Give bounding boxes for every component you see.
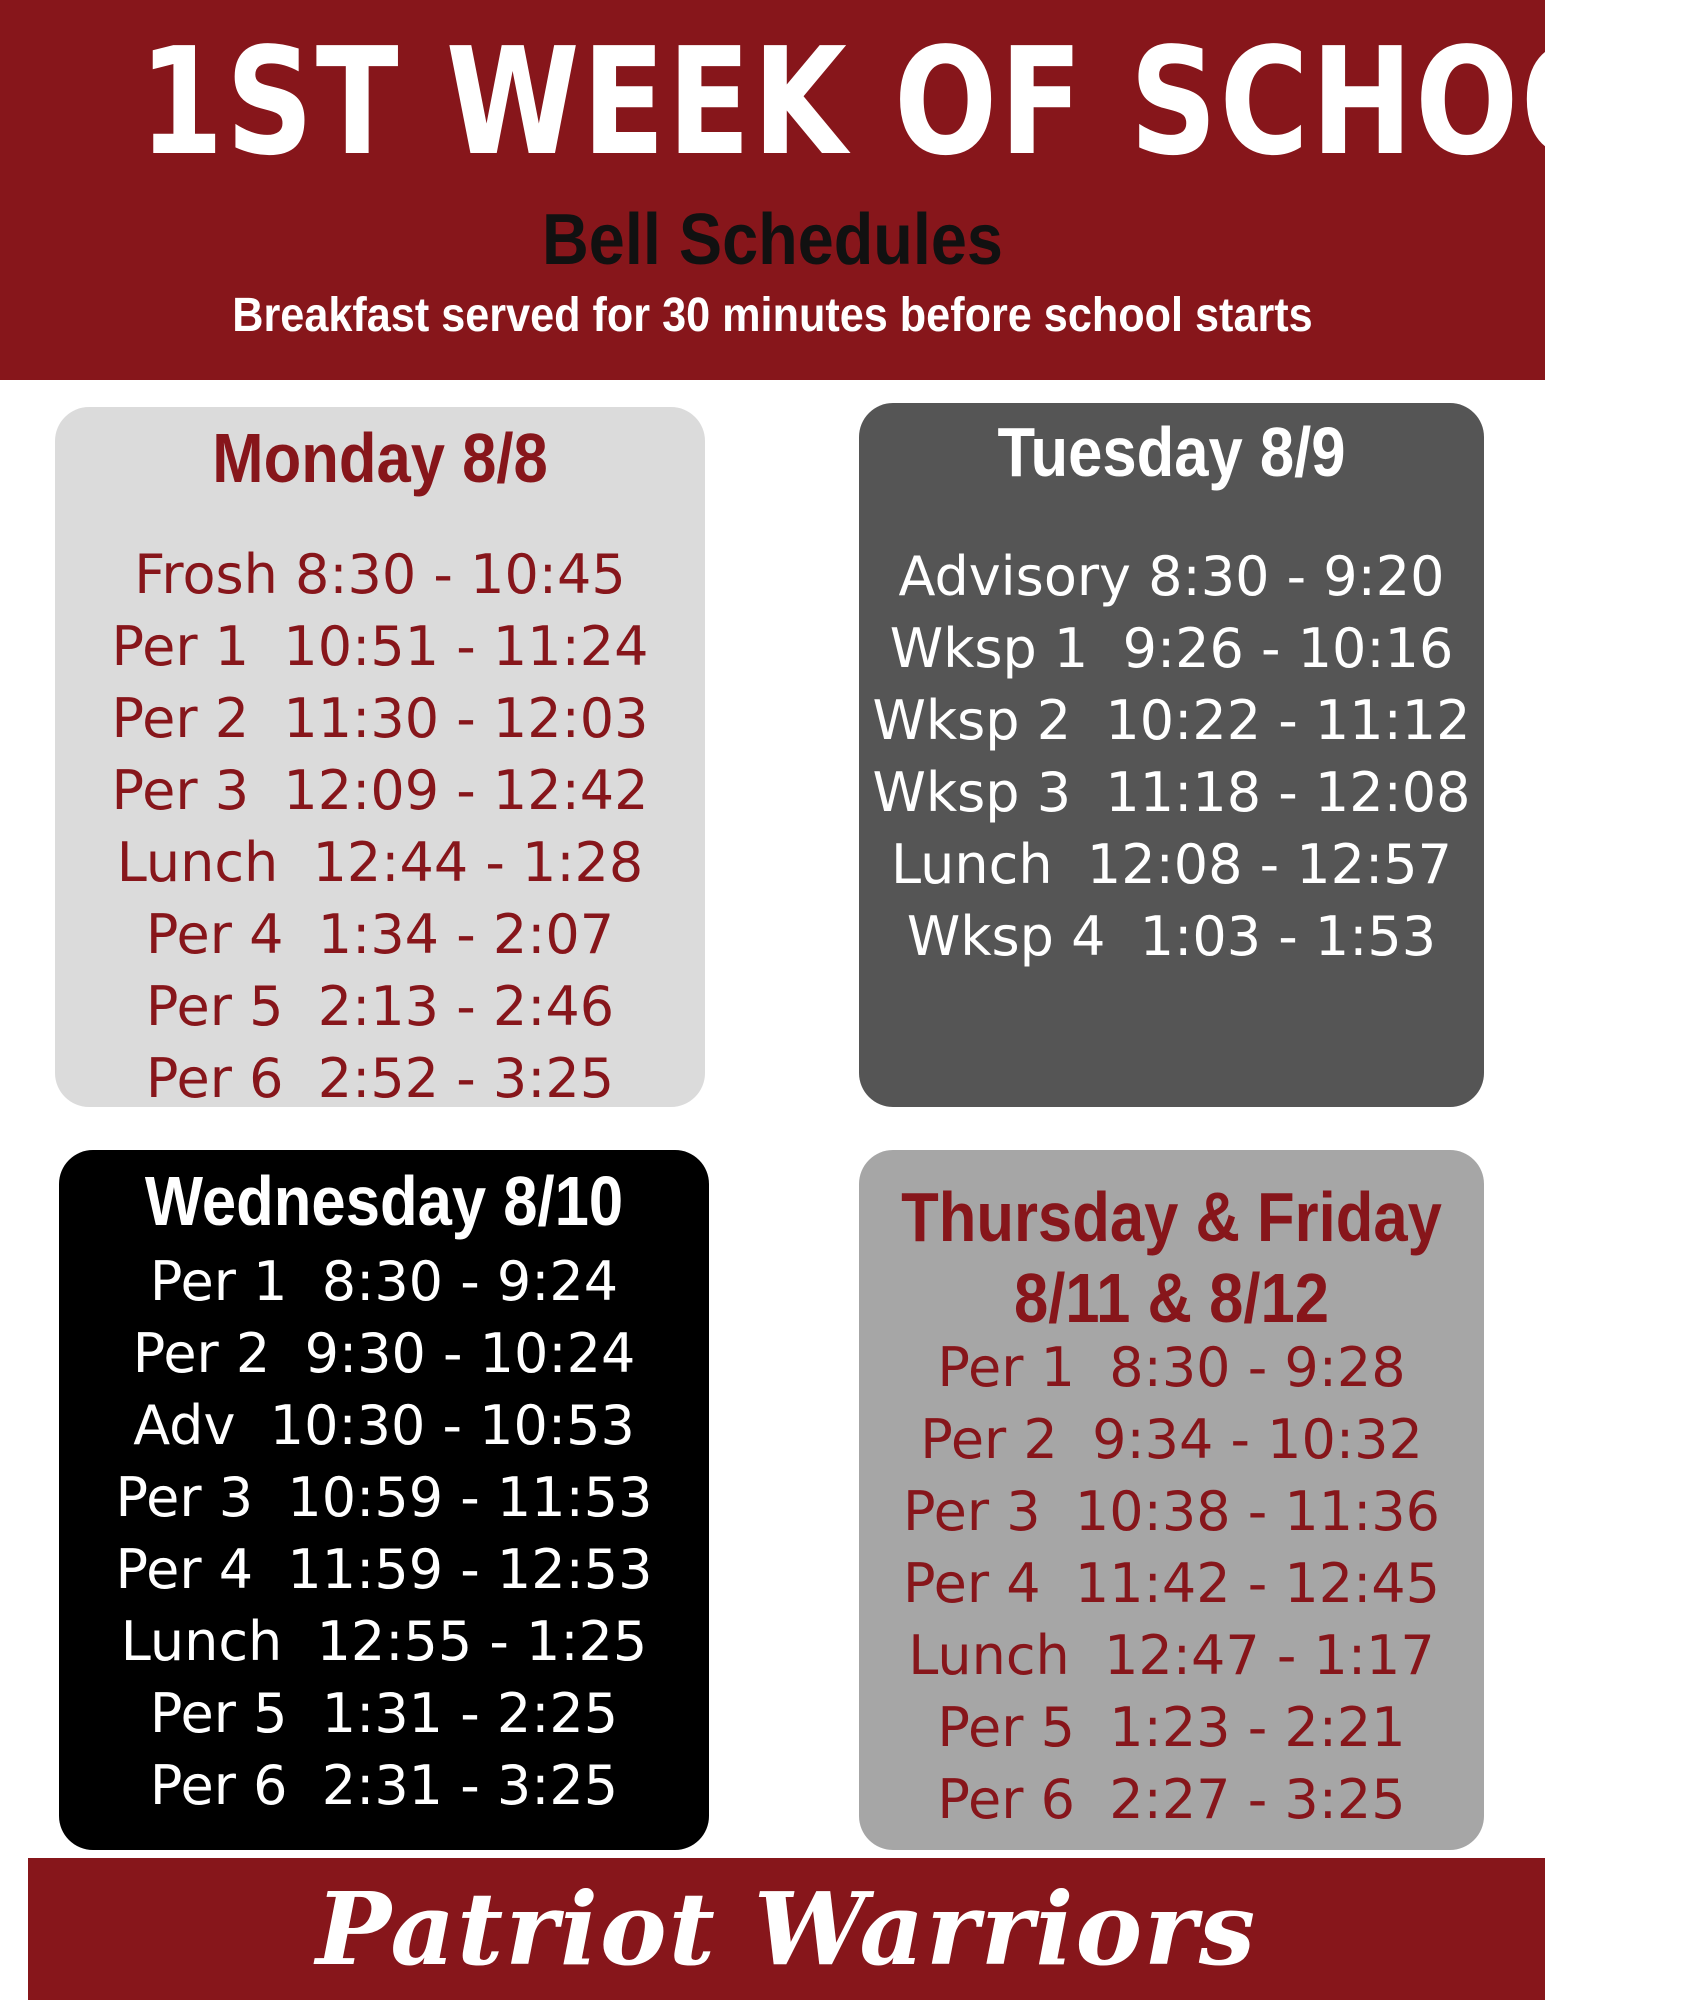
schedule-row: Per 2 11:30 - 12:03	[111, 687, 649, 750]
thursday-friday-title: Thursday & Friday	[901, 1178, 1442, 1256]
breakfast-note: Breakfast served for 30 minutes before school starts	[232, 289, 1313, 342]
schedule-row: Adv 10:30 - 10:53	[133, 1394, 635, 1457]
thursday-friday-dates: 8/11 & 8/12	[1013, 1259, 1330, 1337]
schedule-row: Per 1 8:30 - 9:24	[149, 1250, 619, 1313]
wednesday-title: Wednesday 8/10	[144, 1162, 624, 1240]
tuesday-schedule-list	[859, 541, 1484, 973]
monday-schedule-card	[55, 407, 705, 1110]
header-banner	[0, 0, 1706, 380]
schedule-row: Lunch 12:55 - 1:25	[120, 1610, 648, 1673]
schedule-row: Lunch 12:47 - 1:17	[908, 1624, 1435, 1687]
thursday-friday-schedule-list	[859, 1332, 1484, 1836]
schedule-row: Per 6 2:52 - 3:25	[145, 1047, 615, 1110]
schedule-row: Advisory 8:30 - 9:20	[898, 545, 1445, 608]
schedule-row: Per 3 10:59 - 11:53	[115, 1466, 653, 1529]
schedule-row: Per 4 11:59 - 12:53	[115, 1538, 653, 1601]
schedule-row: Per 1 10:51 - 11:24	[111, 615, 649, 678]
schedule-row: Per 5 2:13 - 2:46	[145, 975, 615, 1038]
monday-schedule-list	[55, 539, 705, 1115]
footer-banner	[28, 1858, 1545, 2000]
schedule-row: Per 5 1:31 - 2:25	[149, 1682, 619, 1745]
schedule-row: Per 6 2:27 - 3:25	[937, 1768, 1406, 1831]
schedule-row: Per 4 1:34 - 2:07	[145, 903, 615, 966]
schedule-row: Per 2 9:34 - 10:32	[920, 1408, 1423, 1471]
tuesday-title: Tuesday 8/9	[997, 413, 1346, 491]
schedule-row: Per 3 10:38 - 11:36	[903, 1480, 1440, 1543]
schedule-row: Wksp 3 11:18 - 12:08	[872, 761, 1471, 824]
schedule-row: Per 5 1:23 - 2:21	[937, 1696, 1406, 1759]
thursday-friday-schedule-card	[859, 1150, 1484, 1850]
schedule-row: Per 4 11:42 - 12:45	[903, 1552, 1440, 1615]
schedule-row: Per 1 8:30 - 9:28	[937, 1336, 1406, 1399]
schedule-row: Per 3 12:09 - 12:42	[111, 759, 649, 822]
wednesday-schedule-list	[59, 1246, 709, 1822]
footer-title: Patriot Warriors	[315, 1870, 1258, 1988]
schedule-row: Lunch 12:44 - 1:28	[116, 831, 644, 894]
schedule-row: Wksp 4 1:03 - 1:53	[906, 905, 1437, 968]
tuesday-schedule-card	[859, 403, 1484, 1107]
schedule-row: Frosh 8:30 - 10:45	[134, 543, 626, 606]
schedule-row: Wksp 1 9:26 - 10:16	[889, 617, 1454, 680]
wednesday-schedule-card	[59, 1150, 709, 1850]
page-title: 1ST WEEK OF SCHOOL	[139, 16, 1706, 188]
monday-title: Monday 8/8	[212, 419, 548, 497]
schedule-row: Lunch 12:08 - 12:57	[891, 833, 1452, 896]
page-subtitle: Bell Schedules	[542, 200, 1003, 280]
schedule-row: Per 6 2:31 - 3:25	[149, 1754, 619, 1817]
schedule-row: Wksp 2 10:22 - 11:12	[872, 689, 1471, 752]
schedule-row: Per 2 9:30 - 10:24	[132, 1322, 636, 1385]
